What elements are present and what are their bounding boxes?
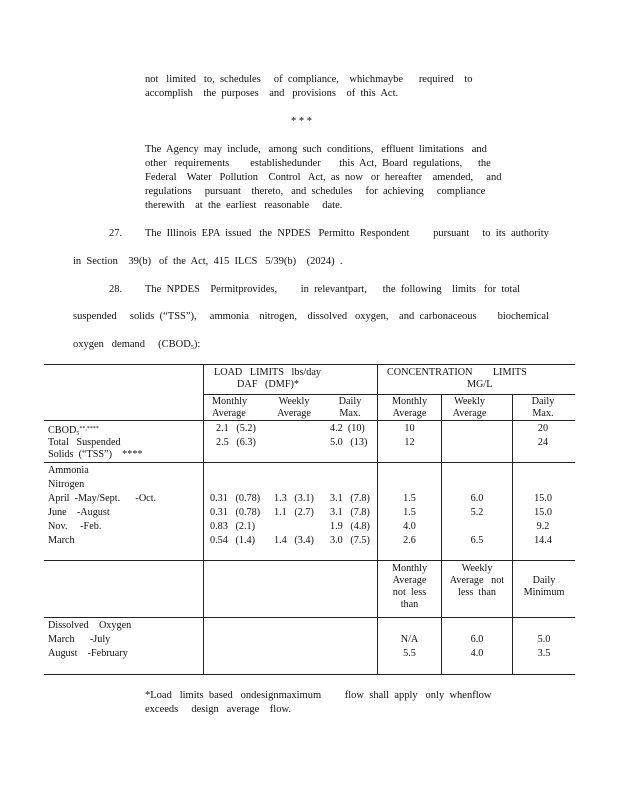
- conc-monthly-header: Monthly Average: [391, 396, 428, 419]
- ammonia-conc-weekly: 5.2: [470, 507, 484, 518]
- ammonia-period: June -August: [48, 507, 110, 518]
- load-weekly-header: Weekly Average: [277, 396, 311, 419]
- load-monthly-header: Monthly Average: [212, 396, 248, 419]
- ammonia-load-monthly: 0.83 (2.1): [210, 521, 255, 532]
- load-daily-header: Daily Max.: [338, 396, 362, 419]
- para27-line1: The Illinois EPA issued the NPDES Permitto Respondent pursuant to its authority: [145, 228, 549, 239]
- quote1-line2: accomplish the purposes and provisions of this Act.: [145, 88, 399, 99]
- load-limits-subheader: DAF (DMF)*: [237, 379, 299, 390]
- cbod-conc-monthly: 10: [404, 423, 415, 434]
- do-label: Dissolved Oxygen: [48, 620, 132, 631]
- do-period: March -July: [48, 634, 111, 645]
- ammonia-conc-monthly: 1.5: [403, 507, 416, 518]
- ammonia-conc-monthly: 2.6: [403, 535, 416, 546]
- ammonia-load-weekly: 1.3 (3.1): [274, 493, 314, 504]
- para28-line3: oxygen demand $(CBOD_5)$:: [73, 339, 201, 351]
- do-weekly-value: 6.0: [470, 634, 484, 645]
- para27-line2: in Section 39(b) of the Act, 415 ILCS 5/39(b) (2024) .: [73, 256, 343, 267]
- ammonia-conc-daily: 15.0: [534, 507, 552, 518]
- ammonia-conc-monthly: 4.0: [403, 521, 416, 532]
- cbod-load-daily: 4.2 (10): [330, 423, 365, 434]
- do-monthly-value: 5.5: [403, 648, 416, 659]
- quote2-line3: Federal Water Pollution Control Act, as now or hereafter amended, and: [145, 172, 502, 183]
- para27-number: 27.: [109, 228, 123, 239]
- do-weekly-header: Weekly Average not less than: [449, 563, 505, 598]
- do-daily-header: Daily Minimum: [523, 575, 565, 598]
- ammonia-load-weekly: 1.4 (3.4): [274, 535, 314, 546]
- conc-daily-header: Daily Max.: [531, 396, 555, 419]
- tss-label-line1: Total Suspended: [48, 437, 121, 448]
- ammonia-conc-daily: 15.0: [534, 493, 552, 504]
- ammonia-conc-daily: 9.2: [536, 521, 550, 532]
- footnote-line1: *Load limits based ondesignmaximum flow shall apply only whenflow: [145, 690, 492, 701]
- cbod-label: $CBOD_5^{**,****}$: [48, 425, 99, 437]
- ammonia-load-daily: 3.0 (7.5): [330, 535, 370, 546]
- ammonia-load-daily: 1.9 (4.8): [330, 521, 370, 532]
- conc-weekly-header: Weekly Average: [452, 396, 487, 419]
- ammonia-load-monthly: 0.31 (0.78): [210, 493, 261, 504]
- do-daily-value: 5.0: [537, 634, 551, 645]
- quote2-line4: regulations pursuant thereto, and schedules for achieving compliance: [145, 186, 486, 197]
- do-period: August -February: [48, 648, 128, 659]
- do-monthly-value: N/A: [400, 634, 419, 645]
- para28-number: 28.: [109, 284, 123, 295]
- quote2-line1: The Agency may include, among such conditions, effluent limitations and: [145, 144, 487, 155]
- ammonia-period: Nov. -Feb.: [48, 521, 102, 532]
- ellipsis-stars: * * *: [291, 116, 312, 127]
- tss-label-line2: Solids (“TSS”) ****: [48, 449, 143, 460]
- do-daily-value: 3.5: [537, 648, 551, 659]
- ammonia-period: April -May/Sept. -Oct.: [48, 493, 157, 504]
- cbod-conc-daily: 20: [537, 423, 549, 434]
- limits-table: [44, 364, 575, 675]
- load-limits-header: LOAD LIMITS lbs/day: [214, 367, 321, 378]
- ammonia-load-daily: 3.1 (7.8): [330, 493, 370, 504]
- tss-load-monthly: 2.5 (6.3): [216, 437, 256, 448]
- ammonia-conc-weekly: 6.5: [470, 535, 484, 546]
- cbod-load-monthly: 2.1 (5.2): [216, 423, 256, 434]
- ammonia-conc-monthly: 1.5: [403, 493, 416, 504]
- ammonia-conc-weekly: 6.0: [470, 493, 484, 504]
- quote1-line1: not limited to, schedules of compliance, whichmaybe required to: [145, 74, 473, 85]
- quote2-line5: therewith at the earliest reasonable date.: [145, 200, 343, 211]
- tss-conc-daily: 24: [537, 437, 549, 448]
- ammonia-label: Ammonia: [48, 465, 89, 476]
- tss-conc-monthly: 12: [404, 437, 415, 448]
- nitrogen-label: Nitrogen: [48, 479, 85, 490]
- footnote-line2: exceeds design average flow.: [145, 704, 291, 715]
- ammonia-load-monthly: 0.31 (0.78): [210, 507, 261, 518]
- ammonia-load-weekly: 1.1 (2.7): [274, 507, 314, 518]
- ammonia-period: March: [48, 535, 75, 546]
- tss-load-daily: 5.0 (13): [330, 437, 368, 448]
- para28-line2: suspended solids (“TSS”), ammonia nitrogen, dissolved oxygen, and carbonaceous biochemical: [73, 311, 549, 322]
- do-weekly-value: 4.0: [470, 648, 484, 659]
- ammonia-conc-daily: 14.4: [534, 535, 552, 546]
- do-monthly-header: Monthly Average not less than: [391, 563, 428, 610]
- para28-line1: The NPDES Permitprovides, in relevantpart, the following limits for total: [145, 284, 521, 295]
- quote2-line2: other requirements establishedunder this Act, Board regulations, the: [145, 158, 491, 169]
- ammonia-load-monthly: 0.54 (1.4): [210, 535, 255, 546]
- ammonia-load-daily: 3.1 (7.8): [330, 507, 370, 518]
- concentration-limits-header: CONCENTRATION LIMITS: [387, 367, 527, 378]
- concentration-limits-subheader: MG/L: [467, 379, 493, 390]
